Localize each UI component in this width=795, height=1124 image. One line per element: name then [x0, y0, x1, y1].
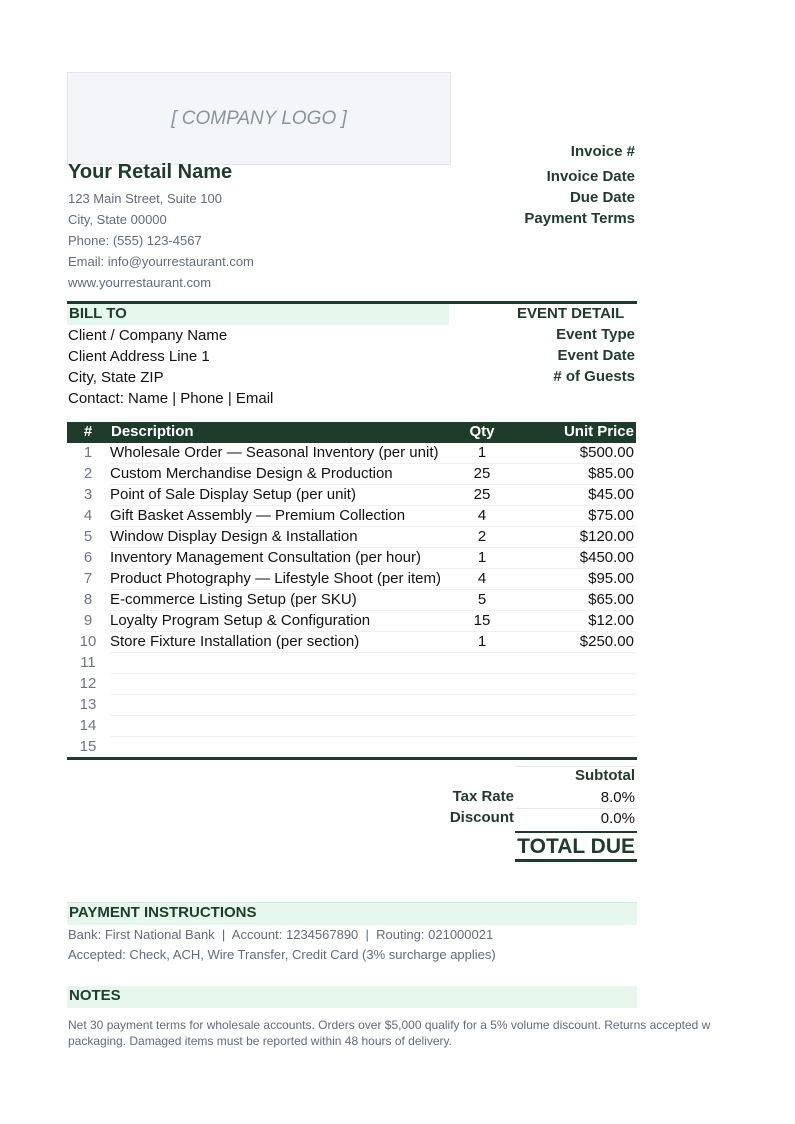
row-qty: 4	[477, 507, 487, 524]
payment-bank-line: Bank: First National Bank | Account: 1234567890 | Routing: 021000021	[68, 927, 494, 942]
guests-label: # of Guests	[553, 368, 635, 385]
event-detail-title: EVENT DETAIL	[517, 305, 625, 322]
row-unit-price: $500.00	[579, 444, 634, 461]
payment-title: PAYMENT INSTRUCTIONS	[69, 904, 257, 921]
table-row	[67, 464, 636, 485]
business-address-line1: 123 Main Street, Suite 100	[68, 191, 222, 206]
notes-band	[67, 986, 637, 1008]
business-email: Email: info@yourrestaurant.com	[68, 254, 254, 269]
invoice-number-label: Invoice #	[570, 143, 635, 160]
company-logo-placeholder: [ COMPANY LOGO ]	[67, 72, 451, 165]
notes-line-2: packaging. Damaged items must be reported within 48 hours of delivery.	[68, 1034, 452, 1048]
notes-title: NOTES	[69, 987, 121, 1004]
row-number: 13	[79, 696, 97, 713]
row-unit-price: $450.00	[579, 549, 634, 566]
discount-label: Discount	[449, 809, 514, 826]
row-number: 14	[79, 717, 97, 734]
row-description: Inventory Management Consultation (per hour)	[110, 549, 422, 566]
row-description: Custom Merchandise Design & Production	[110, 465, 393, 482]
table-bottom-rule	[67, 757, 637, 760]
row-description: Point of Sale Display Setup (per unit)	[110, 486, 356, 503]
row-unit-price: $12.00	[588, 612, 634, 629]
payment-accepted-line: Accepted: Check, ACH, Wire Transfer, Credit Card (3% surcharge applies)	[68, 947, 496, 962]
client-contact: Contact: Name | Phone | Email	[68, 390, 274, 407]
row-number: 3	[83, 486, 93, 503]
row-number: 8	[83, 591, 93, 608]
row-number: 12	[79, 675, 97, 692]
row-number: 10	[79, 633, 97, 650]
bill-to-title: BILL TO	[69, 305, 127, 322]
items-table-header	[67, 422, 636, 443]
due-date-label: Due Date	[569, 189, 635, 206]
row-qty: 25	[473, 465, 491, 482]
table-row	[67, 611, 636, 632]
table-row	[67, 506, 636, 527]
client-city: City, State ZIP	[68, 369, 164, 386]
tax-rate-label: Tax Rate	[452, 788, 514, 805]
row-qty: 1	[477, 549, 487, 566]
row-number: 6	[83, 549, 93, 566]
row-unit-price: $65.00	[588, 591, 634, 608]
table-row	[67, 443, 636, 464]
row-unit-price: $250.00	[579, 633, 634, 650]
table-row	[67, 674, 636, 695]
table-row	[67, 737, 636, 758]
row-qty: 2	[477, 528, 487, 545]
client-address: Client Address Line 1	[68, 348, 210, 365]
header-number: #	[83, 423, 93, 440]
row-number: 9	[83, 612, 93, 629]
row-number: 4	[83, 507, 93, 524]
business-name: Your Retail Name	[68, 161, 233, 183]
notes-line-1: Net 30 payment terms for wholesale accounts. Orders over $5,000 qualify for a 5% volume discount. Returns accepted w	[68, 1018, 711, 1032]
row-number: 15	[79, 738, 97, 755]
table-row	[67, 590, 636, 611]
header-qty: Qty	[469, 423, 495, 440]
table-row	[67, 716, 636, 737]
subtotal-label: Subtotal	[575, 767, 635, 784]
row-description: Loyalty Program Setup & Configuration	[110, 612, 371, 629]
tax-rule	[515, 808, 637, 809]
row-unit-price: $85.00	[588, 465, 634, 482]
row-description: Window Display Design & Installation	[110, 528, 358, 545]
row-qty: 1	[477, 444, 487, 461]
table-row	[67, 695, 636, 716]
row-number: 1	[83, 444, 93, 461]
event-date-label: Event Date	[557, 347, 635, 364]
business-website: www.yourrestaurant.com	[68, 275, 212, 290]
business-address-line2: City, State 00000	[68, 212, 167, 227]
total-due-label: TOTAL DUE	[517, 835, 635, 858]
header-description: Description	[111, 423, 194, 440]
row-unit-price: $45.00	[588, 486, 634, 503]
table-row	[67, 485, 636, 506]
table-row	[67, 527, 636, 548]
row-number: 7	[83, 570, 93, 587]
event-type-label: Event Type	[556, 326, 635, 343]
row-qty: 4	[477, 570, 487, 587]
row-qty: 1	[477, 633, 487, 650]
header-unit-price: Unit Price	[563, 423, 634, 440]
row-description: Gift Basket Assembly — Premium Collection	[110, 507, 406, 524]
total-top-rule	[515, 831, 637, 833]
row-qty: 25	[473, 486, 491, 503]
row-unit-price: $120.00	[579, 528, 634, 545]
invoice-date-label: Invoice Date	[546, 168, 635, 185]
table-row	[67, 569, 636, 590]
row-number: 2	[83, 465, 93, 482]
tax-rate-value: 8.0%	[600, 789, 635, 806]
row-unit-price: $75.00	[588, 507, 634, 524]
row-qty: 15	[473, 612, 491, 629]
table-row	[67, 632, 636, 653]
row-unit-price: $95.00	[588, 570, 634, 587]
business-phone: Phone: (555) 123-4567	[68, 233, 202, 248]
client-name: Client / Company Name	[68, 327, 228, 344]
row-description: Store Fixture Installation (per section)	[110, 633, 360, 650]
row-description: Product Photography — Lifestyle Shoot (per item)	[110, 570, 441, 587]
payment-terms-label: Payment Terms	[524, 210, 635, 227]
table-row	[67, 653, 636, 674]
row-description: Wholesale Order — Seasonal Inventory (per unit)	[110, 444, 439, 461]
table-row	[67, 548, 636, 569]
row-description: E-commerce Listing Setup (per SKU)	[110, 591, 357, 608]
row-qty: 5	[477, 591, 487, 608]
total-bottom-rule	[515, 859, 637, 862]
discount-value: 0.0%	[600, 810, 635, 827]
row-number: 5	[83, 528, 93, 545]
row-number: 11	[80, 654, 96, 671]
